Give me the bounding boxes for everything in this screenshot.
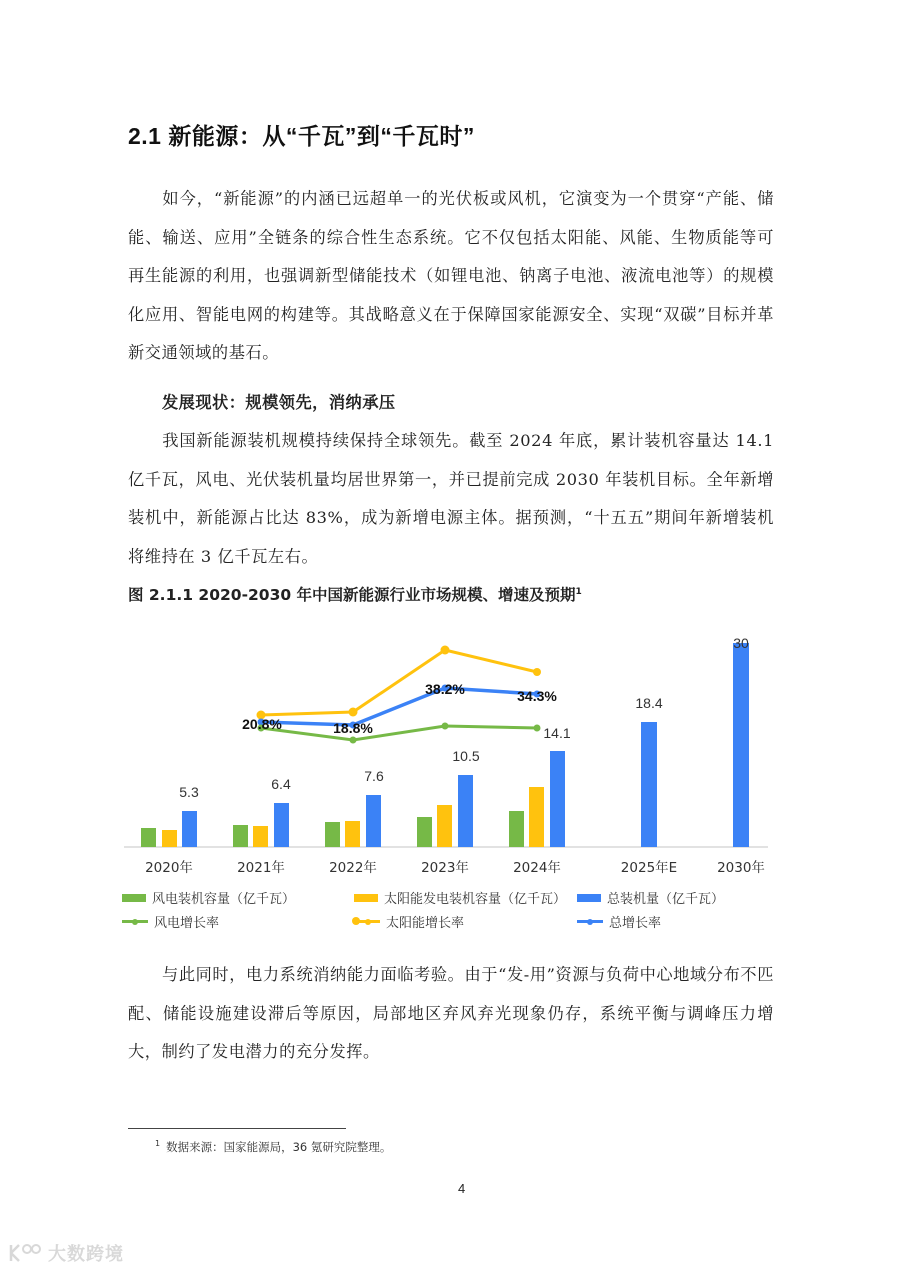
growth-label-2023: 38.2% [425, 681, 465, 697]
bar-wind-2024 [509, 811, 524, 847]
chart-legend [122, 886, 782, 936]
x-label-2025e: 2025年E [620, 860, 678, 875]
legend-label: 总装机量（亿千瓦） [607, 892, 725, 907]
bar-solar-2024 [529, 787, 544, 847]
blue-bar-swatch-icon [577, 894, 601, 902]
subheading-status: 发展现状：规模领先，消纳承压 [162, 393, 396, 412]
bar-total-2020 [182, 811, 197, 847]
green-line-marker-icon [122, 920, 148, 923]
bar-label-2024: 14.1 [543, 725, 571, 741]
footnote-divider [128, 1128, 346, 1129]
watermark-logo-icon [8, 1243, 42, 1263]
section-heading: 2.1 新能源：从“千瓦”到“千瓦时” [128, 123, 475, 149]
bar-label-2021: 6.4 [271, 776, 291, 792]
bar-total-2025e [641, 722, 657, 847]
bar-wind-2023 [417, 817, 432, 847]
page-number: 4 [458, 1181, 466, 1196]
x-label-2022: 2022年 [329, 860, 377, 875]
wind-growth-line [258, 723, 541, 744]
paragraph-status-text: 我国新能源装机规模持续保持全球领先。截至 2024 年底，累计装机容量达 14.1 亿千瓦，风电、光伏装机量均居世界第一，并已提前完成 2030 年装机目标。全年新增装机中，新能源占比达 83%，成为新增电源主体。据预测，“十五五”期间年新增装机将维持在 3 亿千瓦左右。 [128, 431, 774, 566]
total-growth-line [258, 685, 541, 729]
footnote-reference[interactable]: 1 [575, 586, 582, 597]
paragraph-status [128, 422, 774, 576]
legend-label: 太阳能增长率 [386, 916, 465, 931]
legend-item-total-growth[interactable] [577, 912, 661, 931]
legend-item-total-capacity[interactable] [577, 888, 724, 907]
growth-label-2024: 34.3% [517, 688, 557, 704]
watermark-text: 大数跨境 [48, 1244, 124, 1265]
legend-label: 总增长率 [609, 916, 662, 931]
growth-label-2021: 20.8% [242, 716, 282, 732]
bar-total-2024 [550, 751, 565, 847]
figure-title [128, 583, 582, 605]
x-label-2020: 2020年 [145, 860, 193, 875]
figure-title-text: 图 2.1.1 2020-2030 年中国新能源行业市场规模、增速及预期 [128, 586, 576, 604]
growth-label-2022: 18.8% [333, 720, 373, 736]
paragraph-consumption [128, 956, 774, 1072]
paragraph-consumption-text: 与此同时，电力系统消纳能力面临考验。由于“发-用”资源与负荷中心地域分布不匹配、储能设施建设滞后等原因，局部地区弃风弃光现象仍存，系统平衡与调峰压力增大，制约了发电潜力的充分发挥。 [128, 965, 774, 1061]
legend-item-wind-growth[interactable] [122, 912, 219, 931]
paragraph-intro-text: 如今，“新能源”的内涵已远超单一的光伏板或风机，它演变为一个贯穿“产能、储能、输送、应用”全链条的综合性生态系统。它不仅包括太阳能、风能、生物质能等可再生能源的利用，也强调新型储能技术（如锂电池、钠离子电池、液流电池等）的规模化应用、智能电网的构建等。其战略意义在于保障国家能源安全、实现“双碳”目标并革新交通领域的基石。 [128, 189, 774, 362]
green-bar-swatch-icon [122, 894, 146, 902]
bar-total-2030 [733, 643, 749, 847]
blue-line-marker-icon [577, 920, 603, 923]
legend-item-solar-growth[interactable] [354, 912, 464, 931]
yellow-line-marker-icon [354, 920, 380, 923]
bar-total-2023 [458, 775, 473, 847]
legend-item-wind-capacity[interactable] [122, 888, 295, 907]
bar-wind-2020 [141, 828, 156, 847]
bar-label-2025e: 18.4 [635, 695, 663, 711]
total-capacity-bars [182, 643, 749, 847]
bar-label-2030: 30 [733, 635, 749, 651]
bar-label-2020: 5.3 [179, 784, 199, 800]
footnote-mark: 1 [155, 1139, 161, 1149]
watermark [8, 1240, 124, 1266]
bar-solar-2023 [437, 805, 452, 847]
bar-total-2022 [366, 795, 381, 847]
bar-wind-2022 [325, 822, 340, 847]
x-label-2021: 2021年 [237, 860, 285, 875]
x-label-2030: 2030年 [717, 860, 765, 875]
footnote [155, 1139, 391, 1155]
legend-label: 风电增长率 [154, 916, 220, 931]
bar-wind-2021 [233, 825, 248, 847]
x-axis-labels [145, 859, 765, 875]
bar-label-2023: 10.5 [452, 748, 480, 764]
bar-solar-2021 [253, 826, 268, 847]
legend-label: 风电装机容量（亿千瓦） [152, 892, 296, 907]
footnote-text: 数据来源：国家能源局，36 氪研究院整理。 [166, 1140, 392, 1154]
market-scale-chart [120, 625, 780, 875]
bar-label-2022: 7.6 [364, 768, 384, 784]
legend-label: 太阳能发电装机容量（亿千瓦） [384, 892, 567, 907]
legend-item-solar-capacity[interactable] [354, 888, 566, 907]
bar-solar-2020 [162, 830, 177, 847]
paragraph-intro [128, 180, 774, 373]
yellow-bar-swatch-icon [354, 894, 378, 902]
x-label-2023: 2023年 [421, 860, 469, 875]
solar-capacity-bars [162, 787, 544, 847]
bar-solar-2022 [345, 821, 360, 847]
bar-total-2021 [274, 803, 289, 847]
x-label-2024: 2024年 [513, 860, 561, 875]
